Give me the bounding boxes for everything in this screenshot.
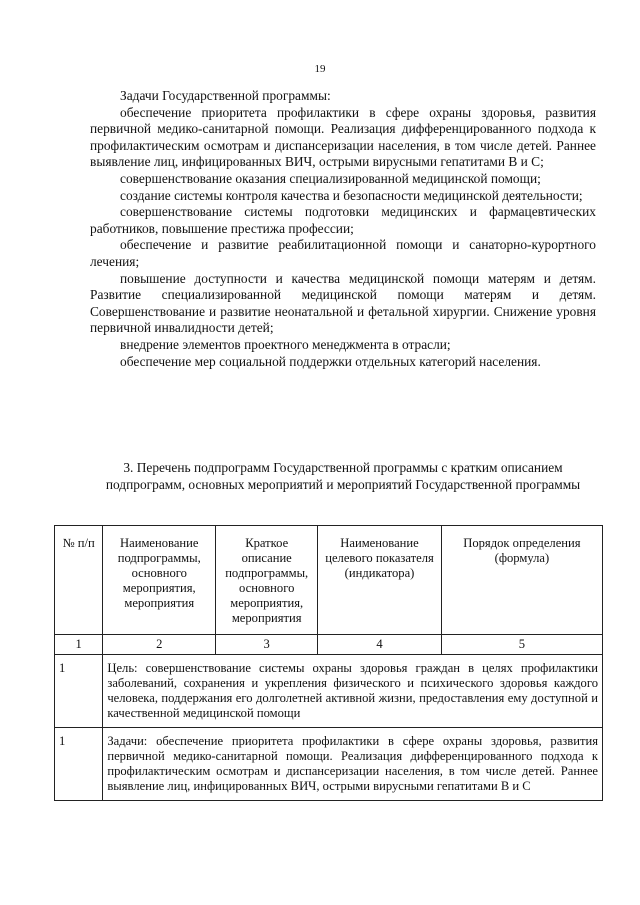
task-item: обеспечение и развитие реабилитационной помощи и санаторно-курортного лечения;: [90, 237, 596, 269]
header-target-indicator: Наименование целевого показателя (индикатора): [318, 526, 442, 635]
goal-text: Цель: совершенствование системы охраны здоровья граждан в целях профилактики заболеваний, сохранения и укрепления физического и психического здоровья каждого человека, поддержания его долголетней активной жизни, предоставления ему доступной и качественной медицинской помощи: [103, 655, 603, 728]
tasks-section: [90, 88, 596, 370]
table-header-row: [55, 526, 603, 635]
task-item: создание системы контроля качества и безопасности медицинской деятельности;: [120, 187, 583, 203]
page-number: 19: [314, 63, 326, 75]
column-number: 3: [216, 635, 318, 655]
task-item: внедрение элементов проектного менеджмента в отрасли;: [120, 336, 451, 352]
subprograms-table: [54, 525, 603, 801]
row-number: 1: [55, 728, 103, 801]
header-formula: Порядок определения (формула): [441, 526, 602, 635]
column-number: 5: [441, 635, 602, 655]
task-item: обеспечение приоритета профилактики в сфере охраны здоровья, развития первичной медико-санитарной помощи. Реализация дифференцированного подхода к профилактическим осмотрам и диспансеризации населения, в том числе детей. Раннее выявление лиц, инфицированных ВИЧ, острыми вирусными гепатитами В и С;: [90, 104, 596, 170]
task-item: повышение доступности и качества медицинской помощи матерям и детям. Развитие специализированной медицинской помощи матерям и детям. Совершенствование и развитие неонатальной и фетальной хирургии. Снижение уровня первичной инвалидности детей;: [90, 270, 596, 336]
task-item: совершенствование оказания специализированной медицинской помощи;: [120, 170, 541, 186]
task-item: обеспечение мер социальной поддержки отдельных категорий населения.: [120, 353, 541, 369]
table-row: [55, 655, 603, 728]
column-number: 2: [103, 635, 216, 655]
column-number: 4: [318, 635, 442, 655]
task-item: совершенствование системы подготовки медицинских и фармацевтических работников, повышение престижа профессии;: [90, 204, 596, 236]
column-number: 1: [55, 635, 103, 655]
header-number: № п/п: [55, 526, 103, 635]
tasks-text: Задачи: обеспечение приоритета профилактики в сфере охраны здоровья, развития первичной медико-санитарной помощи. Реализация дифференцированного подхода к профилактическим осмотрам и диспансеризации населения, в том числе детей. Раннее выявление лиц, инфицированных ВИЧ, острыми вирусными гепатитами В и С: [103, 728, 603, 801]
header-short-description: Краткое описание подпрограммы, основного мероприятия, мероприятия: [216, 526, 318, 635]
table-row: [55, 728, 603, 801]
section-title: 3. Перечень подпрограмм Государственной программы с кратким описанием подпрограмм, основных мероприятий и мероприятий Государственной программы: [105, 460, 581, 492]
tasks-heading: Задачи Государственной программы:: [120, 88, 331, 103]
header-subprogram-name: Наименование подпрограммы, основного мероприятия, мероприятия: [103, 526, 216, 635]
row-number: 1: [55, 655, 103, 728]
table-column-number-row: [55, 635, 603, 655]
